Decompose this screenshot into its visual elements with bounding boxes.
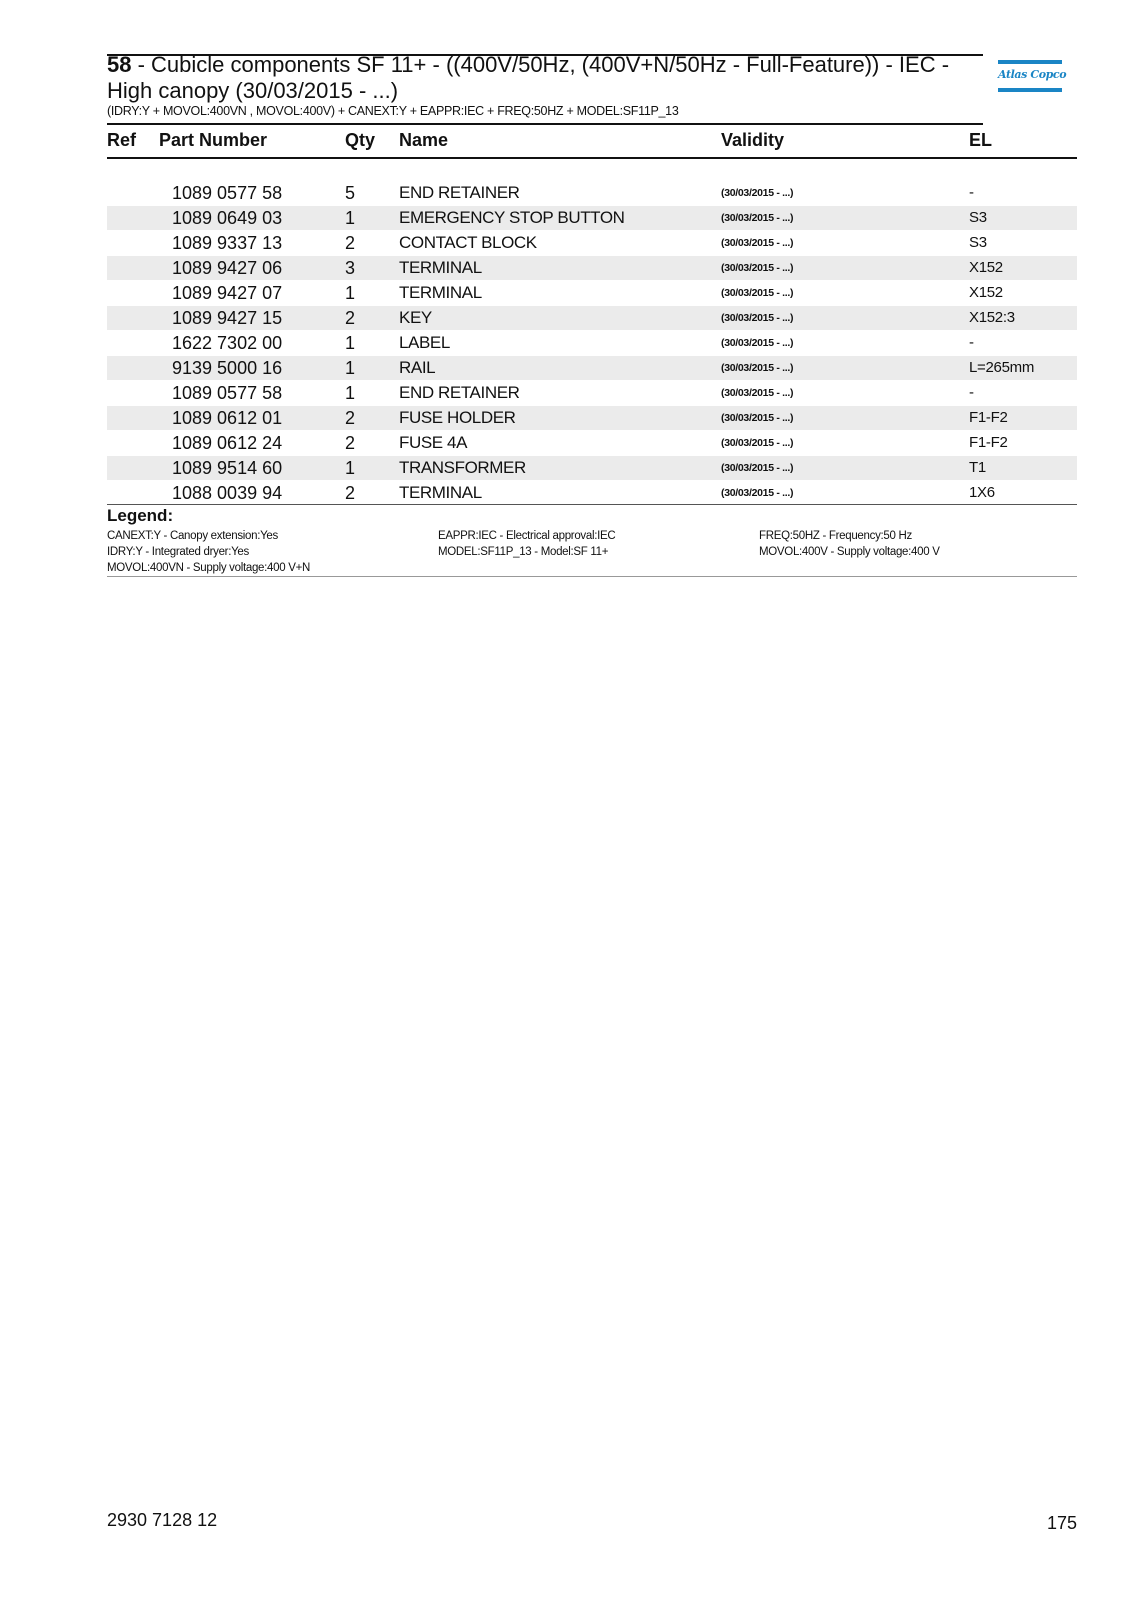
validity: (30/03/2015 - ...) xyxy=(721,362,794,374)
table-header-rule xyxy=(107,157,1077,159)
table-row xyxy=(107,456,1077,480)
part-name: TERMINAL xyxy=(399,258,482,277)
legend-item: MOVOL:400V - Supply voltage:400 V xyxy=(759,546,940,558)
col-header-name: Name xyxy=(399,130,449,150)
validity: (30/03/2015 - ...) xyxy=(721,387,794,399)
table-row xyxy=(107,356,1077,380)
el-code: T1 xyxy=(969,459,986,476)
el-code: 1X6 xyxy=(969,484,995,501)
table-row xyxy=(107,331,1077,355)
part-name: END RETAINER xyxy=(399,383,520,402)
el-code: S3 xyxy=(969,209,987,226)
validity: (30/03/2015 - ...) xyxy=(721,237,794,249)
part-number: 1089 0649 03 xyxy=(172,208,283,228)
part-name: RAIL xyxy=(399,358,436,377)
part-name: FUSE 4A xyxy=(399,433,468,452)
part-number: 1089 0577 58 xyxy=(172,183,283,203)
quantity: 2 xyxy=(345,483,356,503)
quantity: 1 xyxy=(345,383,356,403)
atlas-copco-logo xyxy=(998,60,1067,94)
validity: (30/03/2015 - ...) xyxy=(721,287,794,299)
col-header-ref: Ref xyxy=(107,130,137,150)
logo-band-bottom xyxy=(998,88,1062,92)
table-row xyxy=(107,231,1077,255)
quantity: 5 xyxy=(345,183,356,203)
validity: (30/03/2015 - ...) xyxy=(721,412,794,424)
quantity: 1 xyxy=(345,208,356,228)
table-row xyxy=(107,281,1077,305)
table-row xyxy=(107,381,1077,405)
part-name: TRANSFORMER xyxy=(399,458,526,477)
legend-bottom-rule xyxy=(107,576,1077,577)
validity: (30/03/2015 - ...) xyxy=(721,312,794,324)
el-code: F1-F2 xyxy=(969,409,1008,426)
part-number: 1089 9337 13 xyxy=(172,233,283,253)
col-header-el: EL xyxy=(969,130,993,150)
el-code: X152:3 xyxy=(969,309,1015,326)
quantity: 2 xyxy=(345,433,356,453)
part-name: EMERGENCY STOP BUTTON xyxy=(399,208,625,227)
part-name: TERMINAL xyxy=(399,283,482,302)
part-number: 1089 9514 60 xyxy=(172,458,283,478)
quantity: 1 xyxy=(345,358,356,378)
validity: (30/03/2015 - ...) xyxy=(721,337,794,349)
part-name: LABEL xyxy=(399,333,450,352)
part-number: 1089 0612 01 xyxy=(172,408,283,428)
el-code: - xyxy=(969,184,974,201)
part-number: 1089 9427 06 xyxy=(172,258,283,278)
table-row xyxy=(107,481,1077,505)
page-number: 175 xyxy=(1046,1513,1077,1533)
part-name: CONTACT BLOCK xyxy=(399,233,537,252)
part-number: 1089 0612 24 xyxy=(172,433,283,453)
document-number: 2930 7128 12 xyxy=(107,1510,218,1530)
page-title xyxy=(107,52,987,104)
el-code: - xyxy=(969,384,974,401)
validity: (30/03/2015 - ...) xyxy=(721,437,794,449)
logo-text: Atlas Copco xyxy=(998,68,1067,81)
part-number: 1088 0039 94 xyxy=(172,483,283,503)
part-number: 1089 0577 58 xyxy=(172,383,283,403)
part-name: FUSE HOLDER xyxy=(399,408,516,427)
quantity: 1 xyxy=(345,283,356,303)
validity: (30/03/2015 - ...) xyxy=(721,212,794,224)
table-row xyxy=(107,206,1077,230)
part-number: 1089 9427 07 xyxy=(172,283,283,303)
part-name: KEY xyxy=(399,308,432,327)
validity: (30/03/2015 - ...) xyxy=(721,462,794,474)
logo-band-top xyxy=(998,60,1062,64)
quantity: 2 xyxy=(345,408,356,428)
col-header-qty: Qty xyxy=(345,130,376,150)
section-number: 58 xyxy=(107,52,132,77)
legend-item: MOVOL:400VN - Supply voltage:400 V+N xyxy=(107,562,311,574)
part-name: END RETAINER xyxy=(399,183,520,202)
header-bottom-rule xyxy=(107,123,983,125)
legend-item: CANEXT:Y - Canopy extension:Yes xyxy=(107,530,278,542)
el-code: L=265mm xyxy=(969,359,1035,376)
validity: (30/03/2015 - ...) xyxy=(721,487,794,499)
table-bottom-rule xyxy=(107,504,1077,505)
el-code: F1-F2 xyxy=(969,434,1008,451)
table-row xyxy=(107,181,1077,205)
legend-title: Legend: xyxy=(107,506,174,525)
table-row xyxy=(107,256,1077,280)
part-name: TERMINAL xyxy=(399,483,482,502)
col-header-part-number: Part Number xyxy=(159,130,268,150)
validity: (30/03/2015 - ...) xyxy=(721,187,794,199)
quantity: 2 xyxy=(345,233,356,253)
table-row xyxy=(107,406,1077,430)
validity: (30/03/2015 - ...) xyxy=(721,262,794,274)
legend-item: MODEL:SF11P_13 - Model:SF 11+ xyxy=(438,546,609,558)
legend-item: IDRY:Y - Integrated dryer:Yes xyxy=(107,546,249,558)
condition-expression: (IDRY:Y + MOVOL:400VN , MOVOL:400V) + CANEXT:Y + EAPPR:IEC + FREQ:50HZ + MODEL:SF11P_13 xyxy=(107,104,679,118)
table-row xyxy=(107,306,1077,330)
part-number: 9139 5000 16 xyxy=(172,358,283,378)
quantity: 1 xyxy=(345,458,356,478)
quantity: 1 xyxy=(345,333,356,353)
part-number: 1622 7302 00 xyxy=(172,333,283,353)
table-row xyxy=(107,431,1077,455)
quantity: 3 xyxy=(345,258,356,278)
section-title: - Cubicle components SF 11+ - ((400V/50Hz, (400V+N/50Hz - Full-Feature)) - IEC - High canopy (30/03/2015 - ...) xyxy=(107,52,950,103)
quantity: 2 xyxy=(345,308,356,328)
legend-item: FREQ:50HZ - Frequency:50 Hz xyxy=(759,530,912,542)
col-header-validity: Validity xyxy=(721,130,785,150)
el-code: - xyxy=(969,334,974,351)
el-code: X152 xyxy=(969,284,1003,301)
el-code: S3 xyxy=(969,234,987,251)
legend-item: EAPPR:IEC - Electrical approval:IEC xyxy=(438,530,616,542)
el-code: X152 xyxy=(969,259,1003,276)
part-number: 1089 9427 15 xyxy=(172,308,283,328)
